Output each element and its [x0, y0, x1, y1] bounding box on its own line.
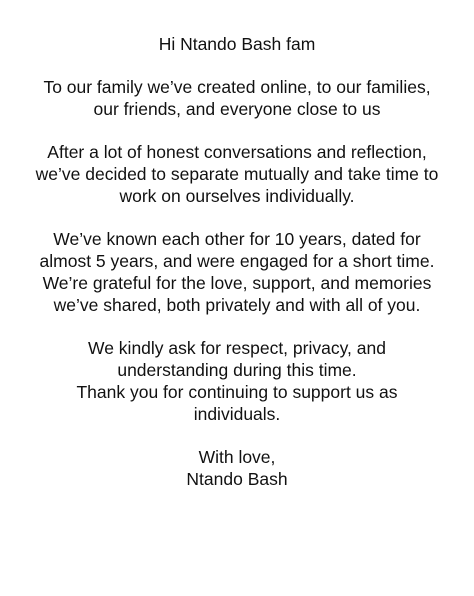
signature-line: Ntando Bash: [186, 469, 288, 489]
paragraph-line: We kindly ask for respect, privacy, and: [88, 338, 386, 358]
greeting-line: Hi Ntando Bash fam: [158, 34, 316, 54]
paragraph-history: [0, 228, 474, 316]
paragraph-line: We’ve known each other for 10 years, dated for: [53, 229, 421, 249]
paragraph-decision: [0, 141, 474, 207]
closing-line: With love,: [198, 447, 276, 467]
paragraph-line: Thank you for continuing to support us as: [76, 382, 398, 402]
paragraph-request: [0, 337, 474, 425]
paragraph-line: individuals.: [193, 404, 281, 424]
statement-document: [0, 33, 474, 490]
paragraph-line: we’ve shared, both privately and with all of you.: [53, 295, 421, 315]
paragraph-audience: [0, 76, 474, 120]
paragraph-line: work on ourselves individually.: [119, 186, 355, 206]
paragraph-line: our friends, and everyone close to us: [93, 99, 381, 119]
paragraph-line: almost 5 years, and were engaged for a short time.: [39, 251, 435, 271]
sign-off: [0, 446, 474, 490]
paragraph-line: understanding during this time.: [117, 360, 357, 380]
paragraph-line: we’ve decided to separate mutually and take time to: [35, 164, 439, 184]
paragraph-line: To our family we’ve created online, to our families,: [43, 77, 431, 97]
greeting: [0, 33, 474, 55]
paragraph-line: After a lot of honest conversations and reflection,: [47, 142, 427, 162]
paragraph-line: We’re grateful for the love, support, and memories: [42, 273, 432, 293]
